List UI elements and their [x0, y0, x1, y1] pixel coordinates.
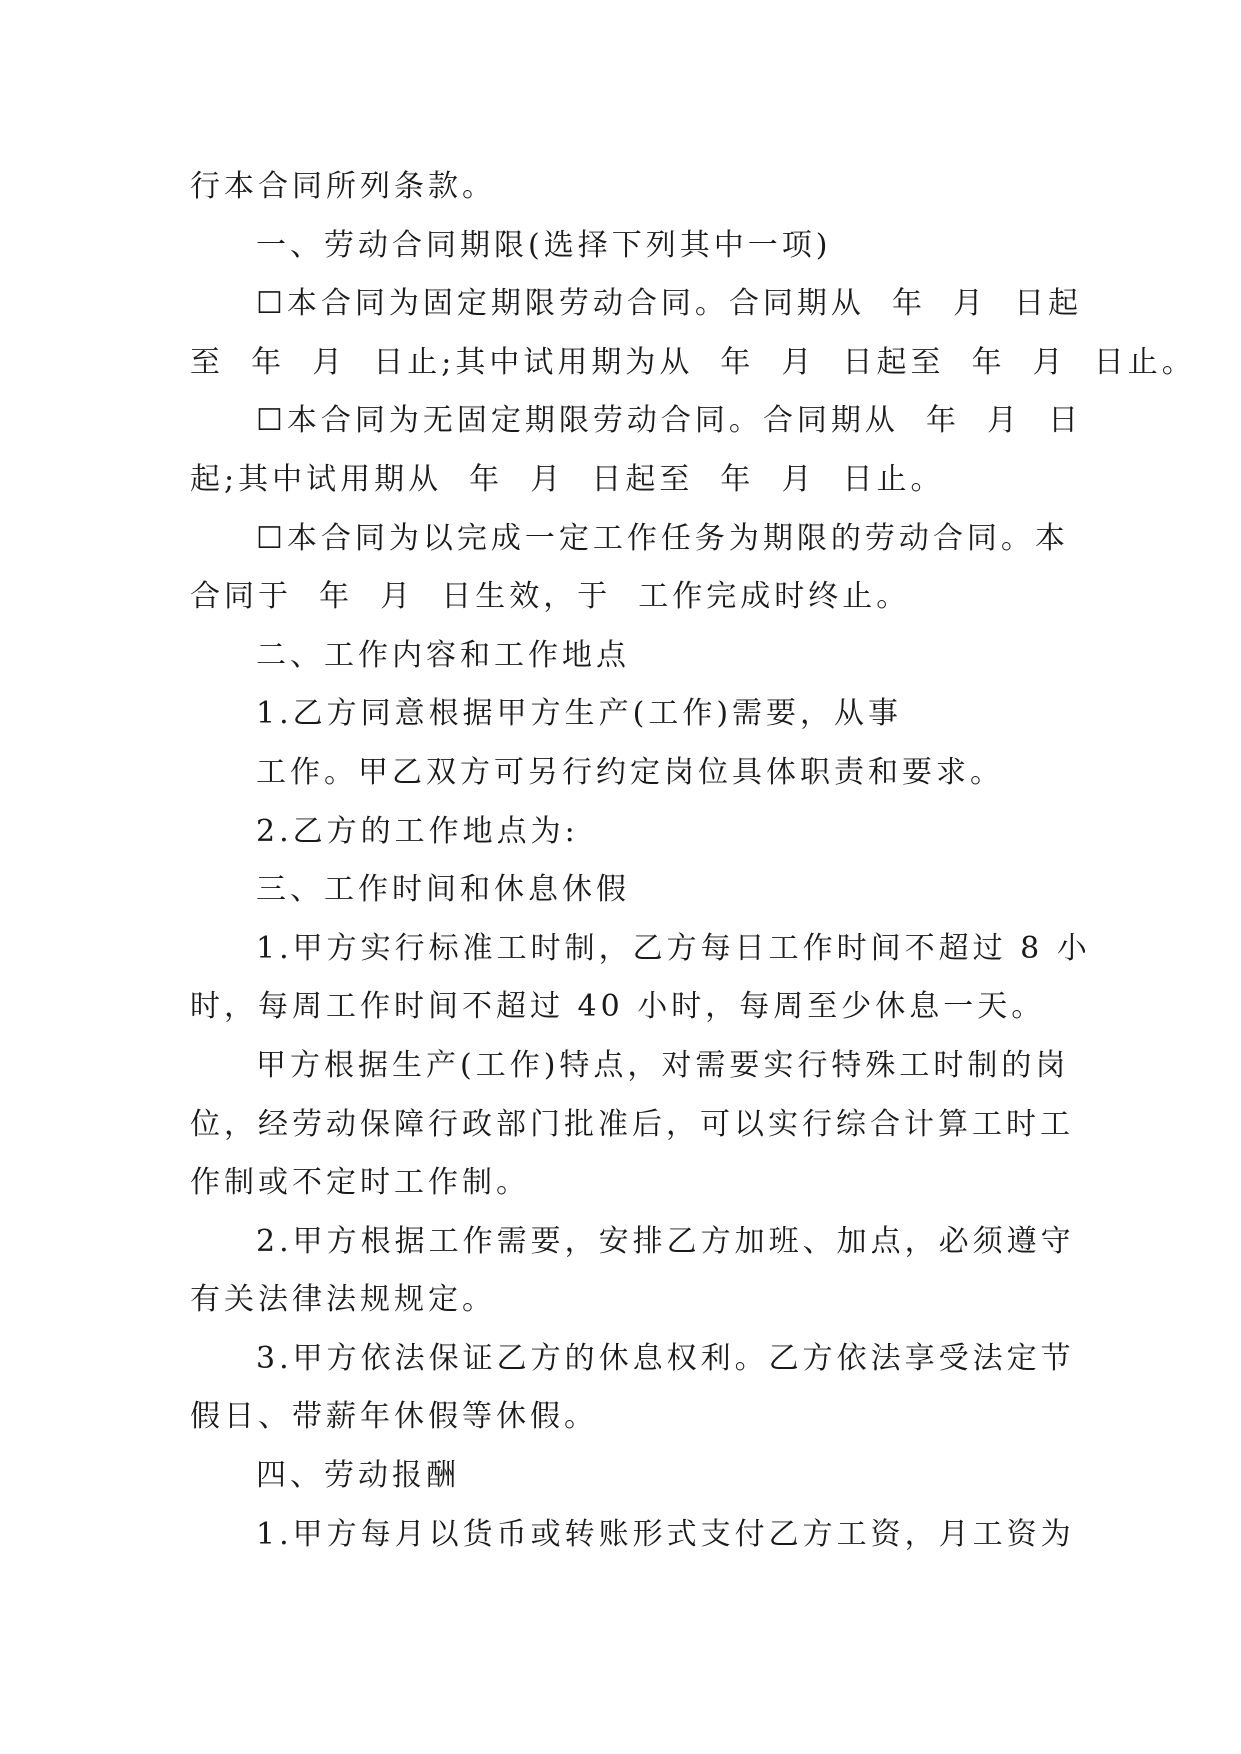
text-line: 起;其中试用期从 年 月 日起至 年 月 日止。 [190, 461, 945, 497]
text-line: ☐本合同为固定期限劳动合同。合同期从 年 月 日起 [256, 286, 1083, 322]
text-line: 甲方根据生产(工作)特点，对需要实行特殊工时制的岗 [256, 1047, 1070, 1083]
text-line: 1.甲方实行标准工时制，乙方每日工作时间不超过 8 小 [256, 930, 1091, 966]
text-line: 1.乙方同意根据甲方生产(工作)需要，从事 [256, 696, 903, 732]
text-line: 合同于 年 月 日生效，于 工作完成时终止。 [190, 579, 911, 615]
document-body [190, 158, 1196, 1564]
text-line: 1.甲方每月以货币或转账形式支付乙方工资，月工资为 [256, 1516, 1075, 1552]
text-line: 工作。甲乙双方可另行约定岗位具体职责和要求。 [256, 754, 1004, 790]
text-line: 二、工作内容和工作地点 [256, 637, 630, 673]
text-line: 2.乙方的工作地点为: [256, 813, 579, 849]
text-line: 至 年 月 日止;其中试用期为从 年 月 日起至 年 月 日止。 [190, 344, 1196, 380]
text-line: 三、工作时间和休息休假 [256, 872, 630, 908]
text-line: 四、劳动报酬 [256, 1458, 460, 1494]
text-line: 行本合同所列条款。 [190, 169, 496, 204]
text-line: ☐本合同为无固定期限劳动合同。合同期从 年 月 日 [256, 403, 1083, 439]
text-line: 一、劳动合同期限(选择下列其中一项) [256, 227, 832, 263]
text-line: 位，经劳动保障行政部门批准后，可以实行综合计算工时工 [190, 1106, 1074, 1142]
text-line: 有关法律法规规定。 [190, 1282, 496, 1318]
text-line: 假日、带薪年休假等休假。 [190, 1399, 598, 1435]
text-line: 时，每周工作时间不超过 40 小时，每周至少休息一天。 [190, 989, 1046, 1025]
text-line: 作制或不定时工作制。 [190, 1165, 530, 1201]
text-line: 3.甲方依法保证乙方的休息权利。乙方依法享受法定节 [256, 1340, 1075, 1376]
text-line: ☐本合同为以完成一定工作任务为期限的劳动合同。本 [256, 520, 1069, 556]
text-line: 2.甲方根据工作需要，安排乙方加班、加点，必须遵守 [256, 1223, 1075, 1259]
